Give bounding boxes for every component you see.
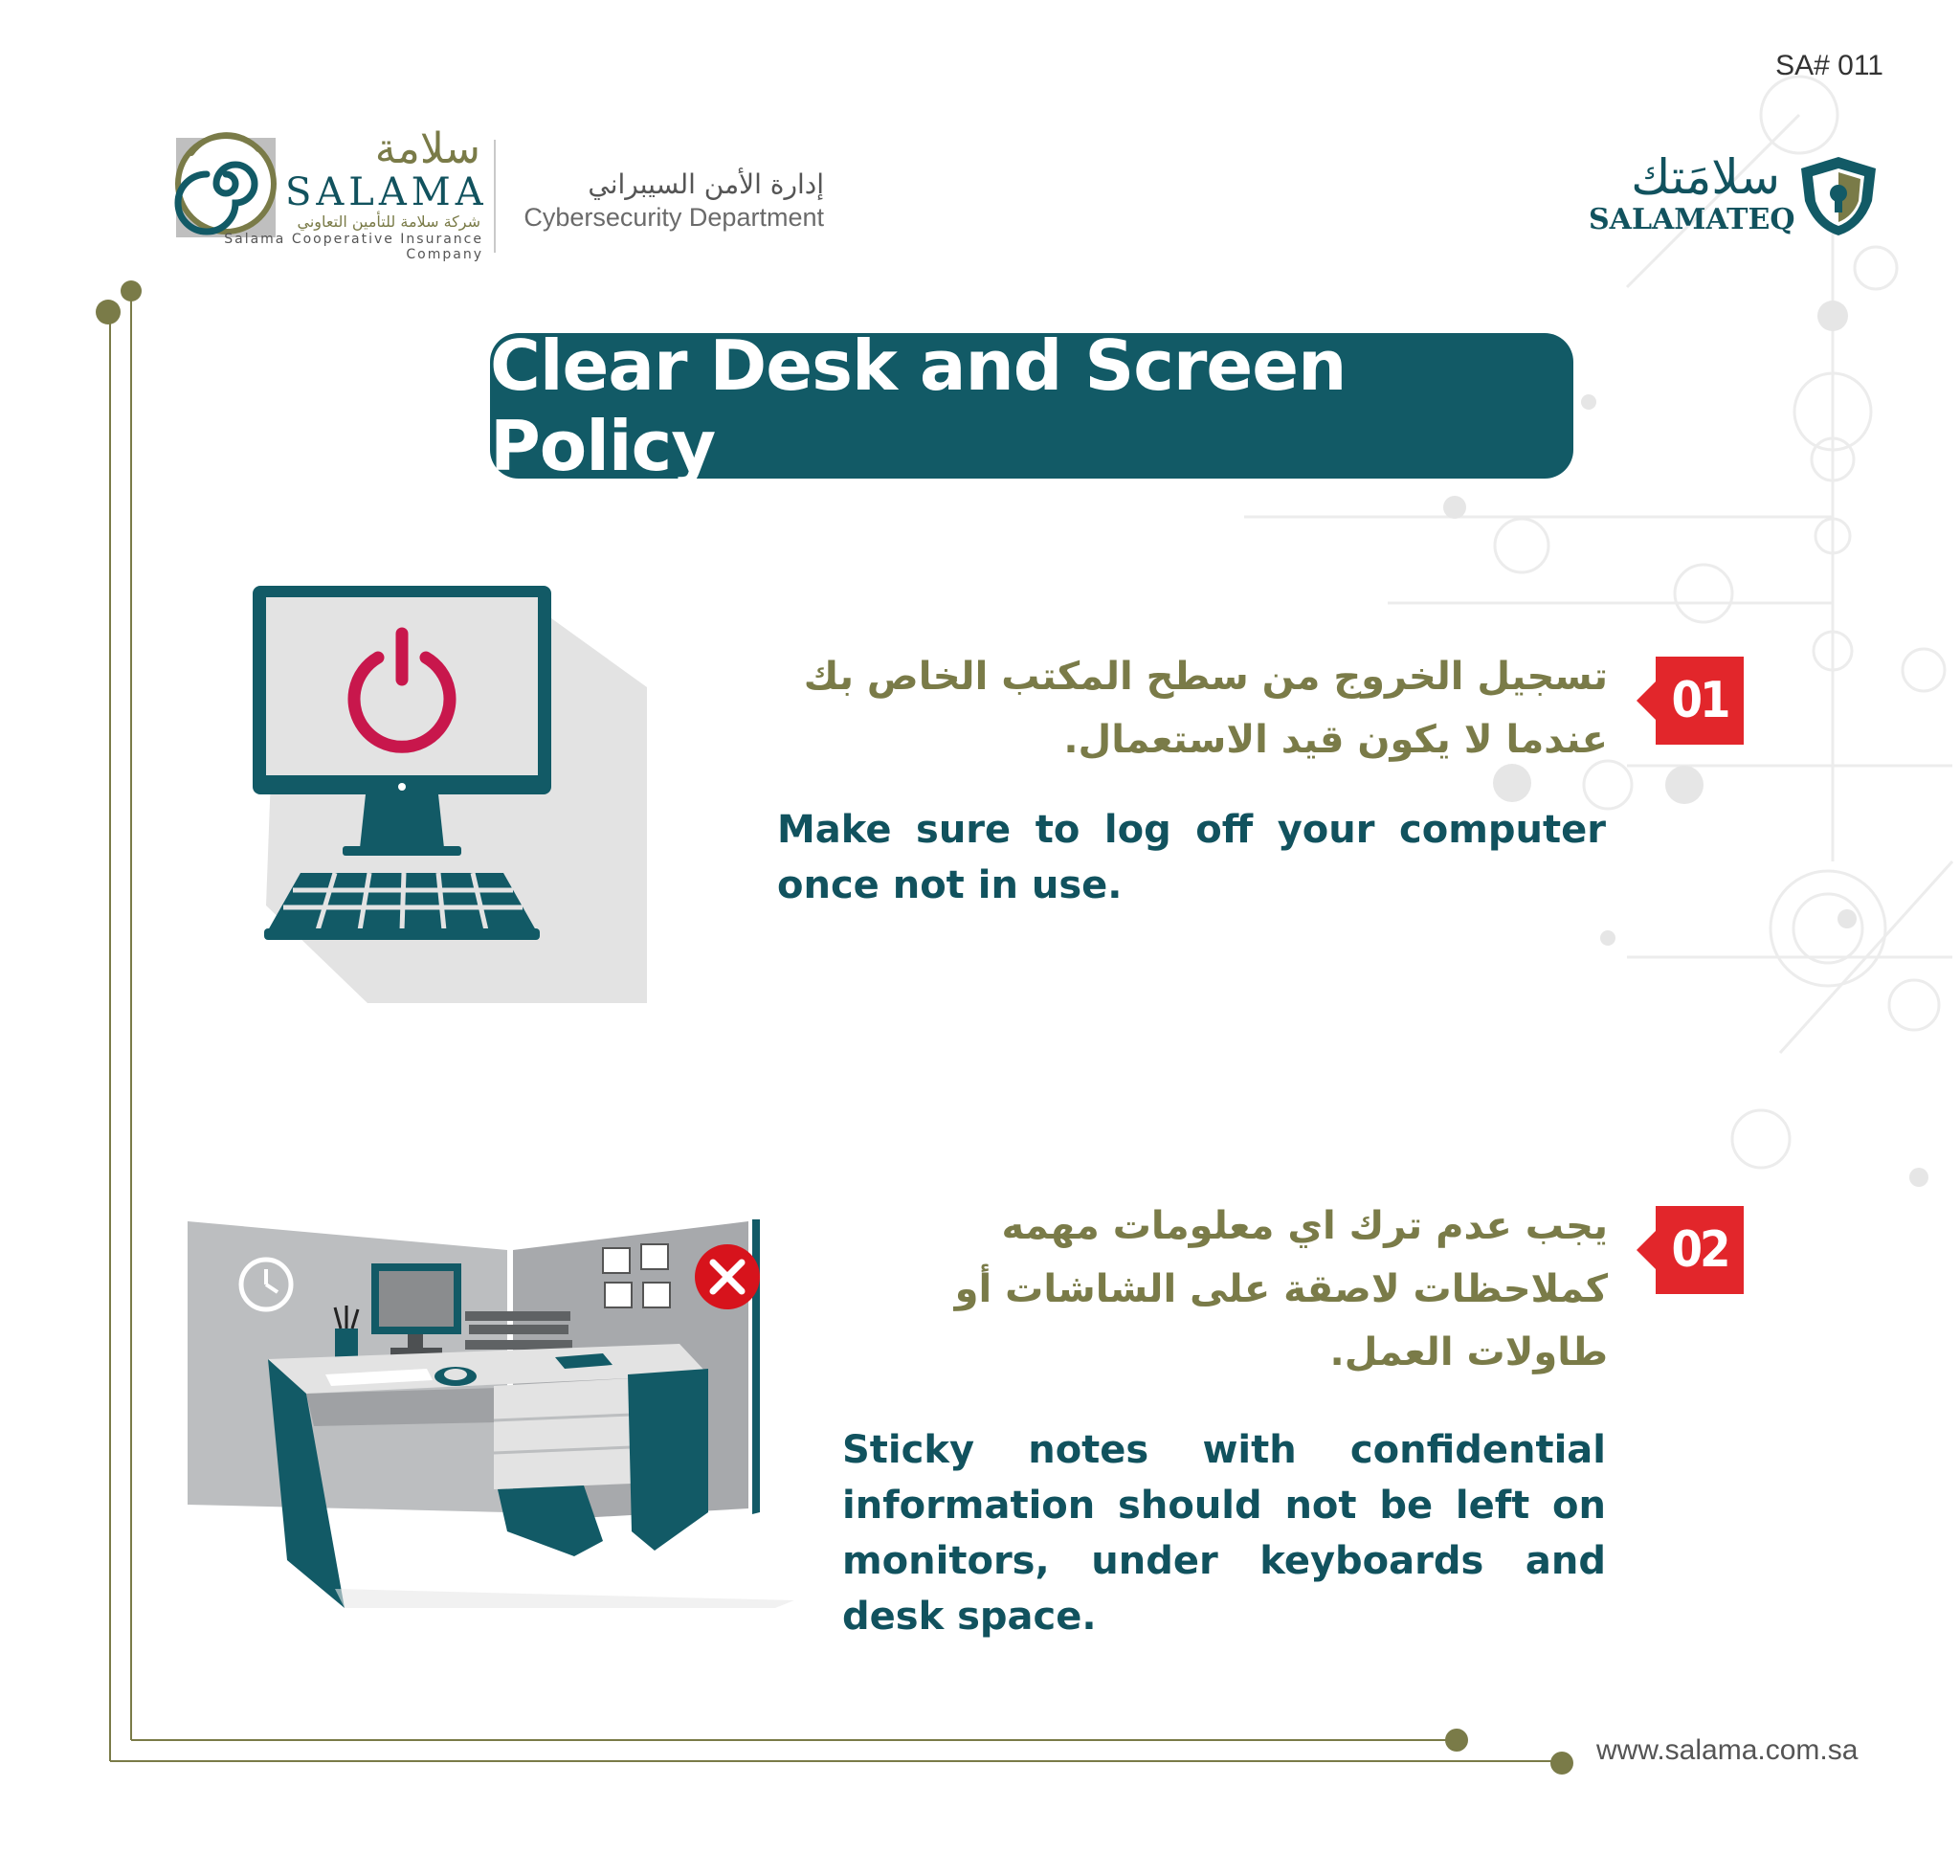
salama-name-english: SALAMA (285, 170, 488, 214)
cluttered-desk-icon (182, 1206, 794, 1627)
salama-company-english: Salama Cooperative Insurance Company (224, 232, 483, 262)
reference-code: SA# 011 (1775, 50, 1883, 81)
department-arabic: إدارة الأمن السيبراني (588, 168, 824, 200)
website-link[interactable]: www.salama.com.sa (1596, 1734, 1859, 1766)
department-english: Cybersecurity Department (523, 203, 824, 232)
item-02-arabic-text: يجب عدم ترك اي معلومات مهمه كملاحظات لاصقة على الشاشات أو طاولات العمل. (954, 1204, 1608, 1374)
item-02-english-text: Sticky notes with confidential information should not be left on monitors, under keyboards and desk space. (842, 1428, 1606, 1639)
salama-company-arabic: شركة سلامة للتأمين التعاوني (297, 212, 480, 231)
salama-name-arabic: سلامة (374, 124, 480, 173)
page-title: Clear Desk and Screen Policy (490, 325, 1347, 486)
salamateq-name-english: SALAMATEQ (1589, 203, 1795, 236)
item-01-english-text: Make sure to log off your computer once not in use. (777, 808, 1606, 907)
computer-power-icon (239, 574, 660, 1015)
item-01-arabic-text: تسجيل الخروج من سطح المكتب الخاص بك عندما لا يكون قيد الاستعمال. (803, 655, 1608, 762)
salamateq-name-arabic: سلامَتك (1631, 149, 1780, 205)
item-number-badge-02: 02 (1656, 1206, 1744, 1294)
item-number-badge-01: 01 (1656, 657, 1744, 745)
